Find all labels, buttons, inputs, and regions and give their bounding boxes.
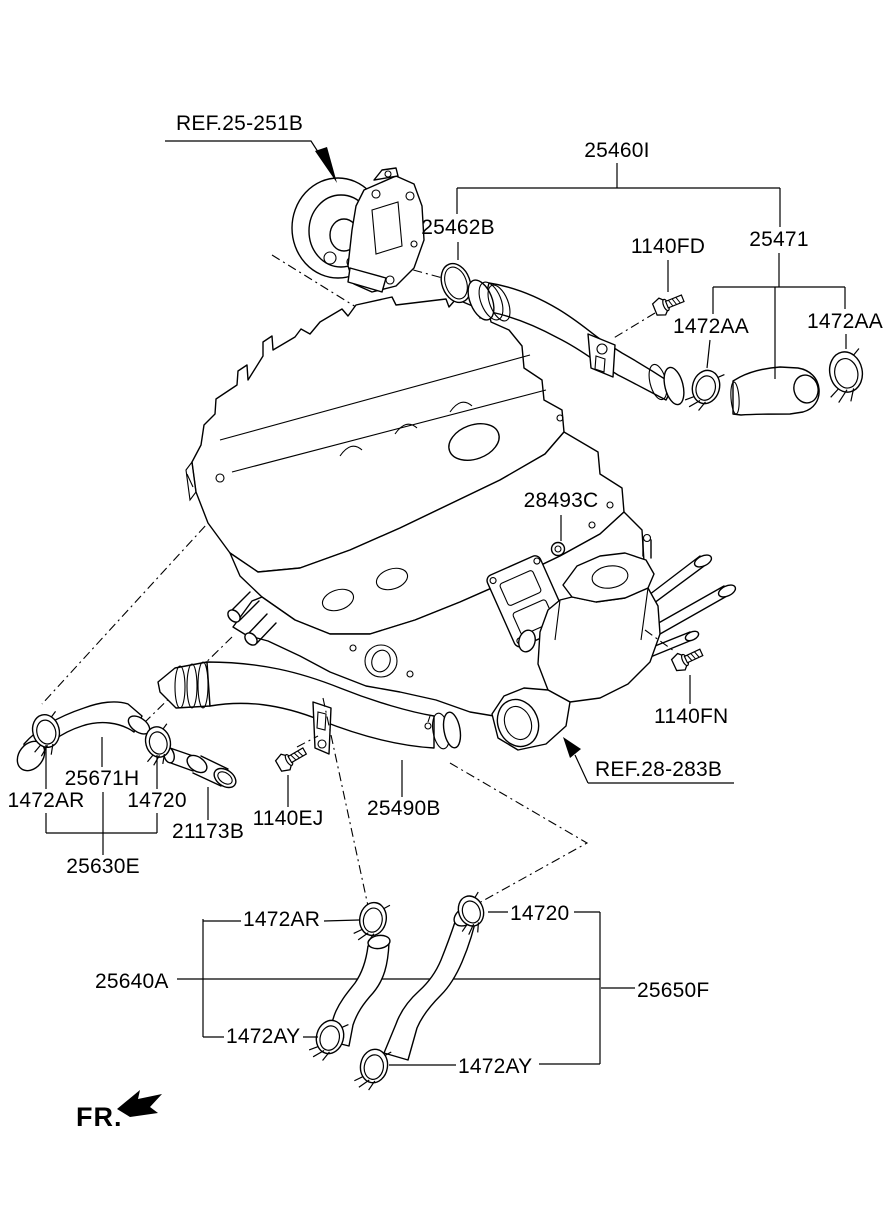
label-25671h[interactable]: 25671H <box>64 767 140 790</box>
label-25471[interactable]: 25471 <box>749 228 809 251</box>
label-1472aa-2[interactable]: 1472AA <box>807 310 883 333</box>
label-25630e[interactable]: 25630E <box>66 855 140 878</box>
label-14720-top[interactable]: 14720 <box>127 789 187 812</box>
ref-thermo-arrow-icon <box>563 737 581 758</box>
label-1472ay-bottom[interactable]: 1472AY <box>458 1055 533 1078</box>
label-21173b[interactable]: 21173B <box>171 820 245 843</box>
label-25650f[interactable]: 25650F <box>637 979 710 1002</box>
label-1140fd[interactable]: 1140FD <box>630 235 706 258</box>
bolt-1140fn-icon <box>670 644 705 673</box>
fr-arrow-icon <box>117 1090 162 1117</box>
water-pump-drawing <box>292 168 424 292</box>
ref-link-28-283b[interactable]: REF.28-283B <box>595 758 723 781</box>
label-1472ar-top[interactable]: 1472AR <box>7 789 85 812</box>
ref-link-25-251b[interactable]: REF.25-251B <box>176 112 304 135</box>
pipe-bracket <box>588 334 615 377</box>
label-25640a[interactable]: 25640A <box>95 970 169 993</box>
label-1472ay-left[interactable]: 1472AY <box>226 1025 301 1048</box>
bolt-1140fd-icon <box>652 290 687 318</box>
label-1472ar-bottom[interactable]: 1472AR <box>243 908 321 931</box>
engine-drawing <box>186 297 737 718</box>
label-25490b[interactable]: 25490B <box>367 797 441 820</box>
label-25462b[interactable]: 25462B <box>421 216 495 239</box>
label-25460i[interactable]: 25460I <box>584 139 650 162</box>
bolt-1140ej-icon <box>274 743 309 774</box>
label-1472aa-1[interactable]: 1472AA <box>673 315 749 338</box>
label-28493c[interactable]: 28493C <box>523 489 599 512</box>
label-1140ej[interactable]: 1140EJ <box>252 807 324 830</box>
label-14720-bottom[interactable]: 14720 <box>510 902 570 925</box>
hose-25671-drawing <box>12 702 153 776</box>
label-1140fn[interactable]: 1140FN <box>654 705 729 728</box>
fitting-21173-drawing <box>162 746 239 791</box>
front-direction-label: FR. <box>76 1102 123 1132</box>
ref-pump-arrow-icon <box>315 147 337 183</box>
clamp-1472aa-1-icon <box>683 366 724 414</box>
clamp-1472aa-2-icon <box>822 349 869 406</box>
